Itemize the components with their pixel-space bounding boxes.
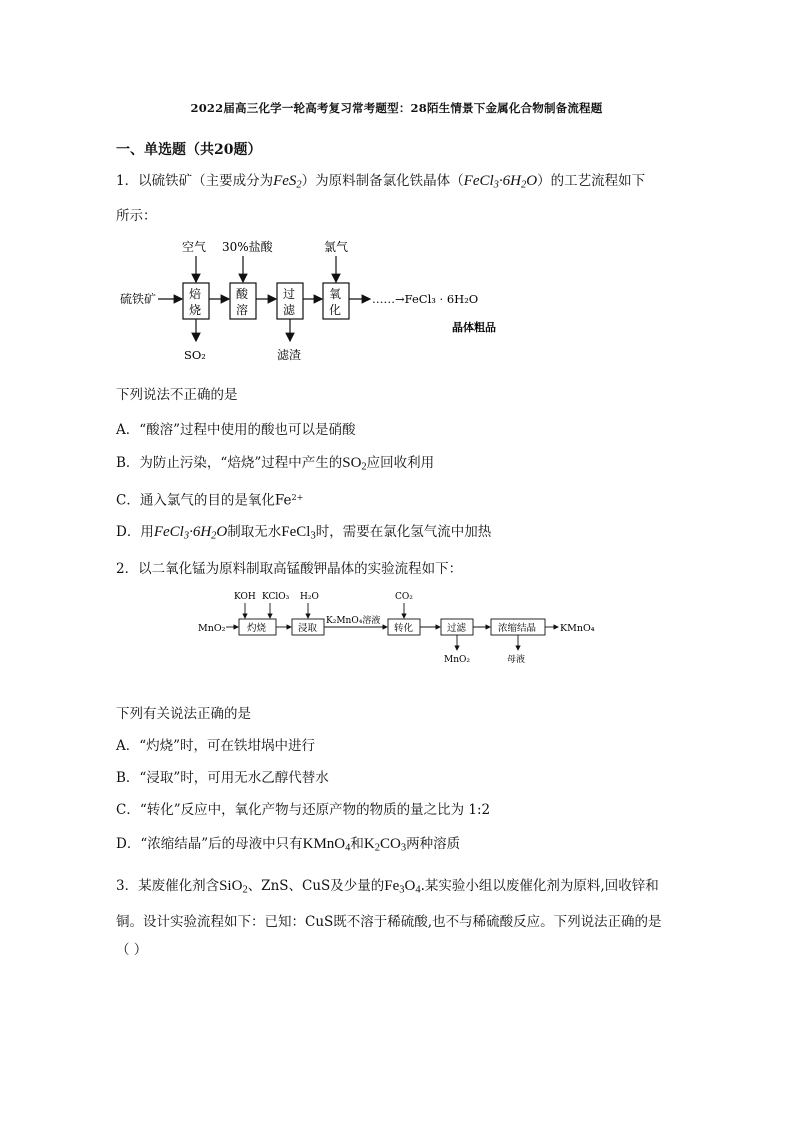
svg-text:烧: 烧 — [189, 303, 202, 317]
q2-box-crystallize — [491, 619, 545, 635]
q2-input-h2o: H₂O — [300, 592, 319, 602]
q1-option-d-part: 制取无水 — [227, 524, 282, 540]
q2-flow-mid: K₂MnO₄溶液 — [326, 616, 381, 626]
q1-option-c-text: C．通入氯气的目的是氧化Fe — [116, 492, 292, 509]
q1-flow-end-label: 晶体粗品 — [452, 321, 496, 334]
q1-output-residue: 滤渣 — [277, 348, 302, 362]
formula-so2: $SO_2$ — [342, 455, 367, 473]
svg-text:酸: 酸 — [236, 287, 249, 301]
q2-stem: 2．以二氧化锰为原料制取高锰酸钾晶体的实验流程如下： — [116, 561, 463, 577]
q2-box-filter — [441, 619, 473, 635]
svg-text:溶: 溶 — [236, 303, 249, 317]
formula-fecl3-6h2o: $FeCl_3\cdot 6H_2O$ — [153, 524, 228, 542]
q2-input-koh: KOH — [234, 592, 256, 602]
q1-option-d-part: 时，需要在氯化氢气流中加热 — [315, 524, 492, 540]
q2-option-d-part: D．“浓缩结晶”后的母液中只有 — [116, 836, 303, 852]
svg-text:浓缩结晶: 浓缩结晶 — [498, 623, 537, 634]
q1-option-d — [116, 522, 686, 547]
q2-option-b: B．“浸取”时，可用无水乙醇代替水 — [116, 770, 329, 786]
charge-2plus: 2+ — [291, 492, 304, 502]
q1-stem-part: 1．以硫铁矿（主要成分为 — [116, 173, 274, 189]
svg-text:过: 过 — [283, 287, 296, 301]
q1-prompt: 下列说法不正确的是 — [116, 387, 238, 403]
q1-option-b-part: 应回收利用 — [366, 455, 435, 471]
q1-output-so2: SO₂ — [184, 348, 206, 362]
formula-sio2: SiO$_2$ — [219, 878, 248, 896]
svg-text:化: 化 — [329, 303, 342, 317]
q1-stem-part: ）为原料制备氯化铁晶体（ — [301, 173, 464, 189]
q2-flow-diagram — [196, 585, 606, 667]
q2-option-d-part: 两种溶质 — [406, 836, 461, 852]
q2-option-d — [116, 834, 686, 859]
q1-option-d-part: D．用 — [116, 524, 154, 540]
q1-box-acid — [230, 283, 256, 319]
q3-stem-part: 、ZnS、CuS及少量的 — [247, 878, 385, 894]
q2-input-co2: CO₂ — [395, 592, 413, 602]
svg-text:灼烧: 灼烧 — [247, 623, 267, 634]
q2-input-kclo3: KClO₃ — [262, 592, 290, 602]
q2-option-d-part: 和 — [350, 836, 364, 852]
formula-fe3o4: $Fe_3O_4$ — [384, 878, 421, 896]
q1-box-filter — [277, 283, 303, 319]
svg-text:滤: 滤 — [283, 303, 296, 317]
svg-text:过滤: 过滤 — [447, 623, 467, 634]
q3-stem-part: 3．某废催化剂含 — [116, 878, 220, 894]
formula-k2co3: $K_2CO_3$ — [363, 836, 407, 854]
q1-stem — [116, 171, 686, 196]
q1-flow-start: 硫铁矿 — [120, 292, 157, 306]
formula-fecl3: FeCl$_3$ — [281, 524, 316, 542]
q2-output-mno2: MnO₂ — [444, 655, 470, 665]
q2-box-convert — [388, 619, 420, 635]
q1-flow-end: ……→FeCl₃ · 6H₂O — [372, 292, 479, 306]
q3-stem-line1 — [116, 876, 686, 901]
q3-stem-line2: 铜。设计实验流程如下：已知：CuS既不溶于稀硫酸,也不与稀硫酸反应。下列说法正确的是 — [116, 914, 662, 930]
q1-box-oxidize — [323, 283, 349, 319]
svg-text:焙: 焙 — [189, 287, 202, 301]
q2-option-a: A．“灼烧”时，可在铁坩埚中进行 — [116, 738, 316, 754]
q2-output-mother-liquor: 母液 — [507, 655, 526, 665]
formula-kmno4: KMnO$_4$ — [302, 836, 351, 854]
q1-input-hcl: 30%盐酸 — [222, 240, 273, 254]
q3-stem-part: .某实验小组以废催化剂为原料,回收锌和 — [420, 878, 659, 894]
svg-text:氧: 氧 — [329, 287, 342, 301]
q2-box-burn — [239, 619, 276, 635]
q1-input-chlorine: 氯气 — [324, 240, 349, 254]
q1-option-c — [116, 487, 686, 510]
q2-flow-start: MnO₂ — [198, 623, 226, 634]
q1-flow-diagram — [110, 235, 530, 370]
q2-option-c: C．“转化”反应中，氧化产物与还原产物的物质的量之比为 1:2 — [116, 802, 491, 818]
svg-text:转化: 转化 — [394, 623, 414, 634]
q2-prompt: 下列有关说法正确的是 — [116, 706, 251, 722]
q3-stem-line3: （ ） — [116, 942, 148, 958]
q1-option-a: A．“酸溶”过程中使用的酸也可以是硝酸 — [116, 422, 356, 438]
q1-input-air: 空气 — [182, 240, 207, 254]
q1-option-b-part: B．为防止污染，“焙烧”过程中产生的 — [116, 455, 343, 471]
q1-option-b — [116, 453, 686, 478]
q2-flow-end: KMnO₄ — [560, 623, 595, 634]
formula-fecl3-6h2o: $FeCl_3\cdot 6H_2O$ — [463, 173, 538, 191]
formula-fes2: FeS$_2$ — [273, 173, 302, 191]
q1-box-roast — [183, 283, 209, 319]
page-title: 2022届高三化学一轮高考复习常考题型：28陌生情景下金属化合物制备流程题 — [190, 101, 603, 115]
q1-stem-line2: 所示： — [116, 208, 157, 224]
section-heading: 一、单选题（共20题） — [116, 142, 262, 158]
q1-stem-part: ）的工艺流程如下 — [537, 173, 646, 189]
svg-text:浸取: 浸取 — [298, 623, 318, 634]
q2-box-leach — [292, 619, 324, 635]
